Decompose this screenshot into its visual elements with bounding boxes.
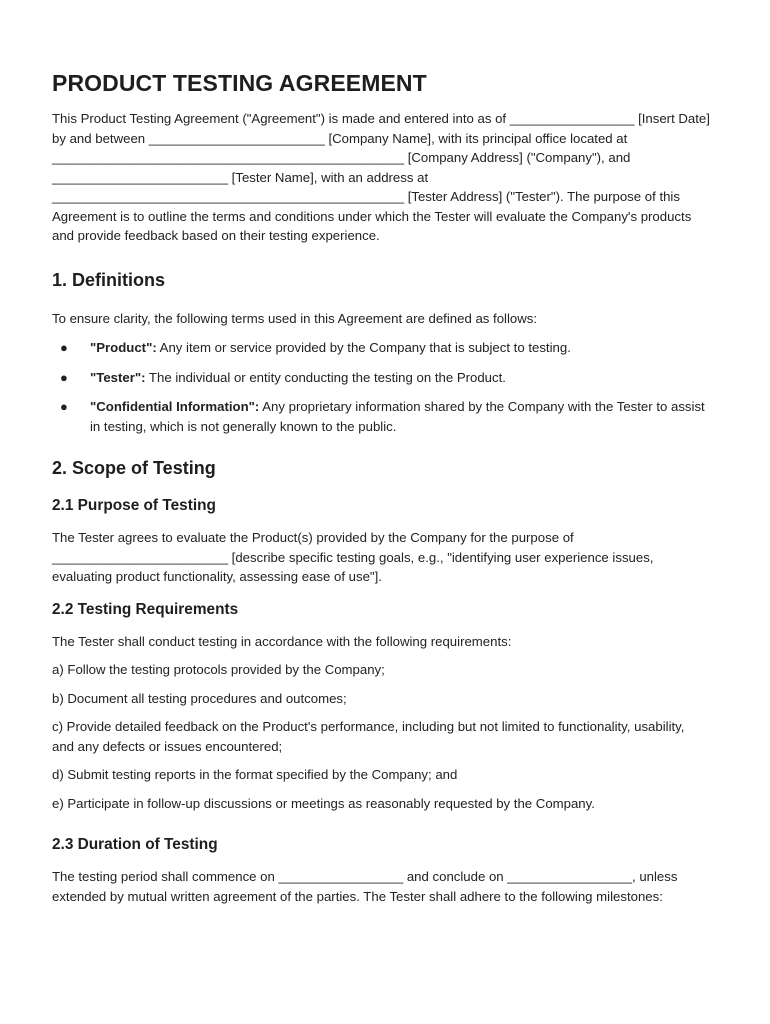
bullet-icon: ● xyxy=(60,340,68,355)
bullet-icon: ● xyxy=(60,369,68,385)
definition-text: Any item or service provided by the Company that is subject to testing. xyxy=(156,340,571,355)
requirement-item: a) Follow the testing protocols provided by the Company; xyxy=(52,662,385,677)
requirements-lead: The Tester shall conduct testing in accordance with the following requirements: xyxy=(52,633,512,649)
bullet-icon: ● xyxy=(60,399,68,414)
requirement-item: b) Document all testing procedures and outcomes; xyxy=(52,690,347,706)
definition-item xyxy=(52,368,710,388)
section-heading-definitions: 1. Definitions xyxy=(52,269,166,290)
subsection-heading-purpose: 2.1 Purpose of Testing xyxy=(52,497,216,514)
section-heading-scope: 2. Scope of Testing xyxy=(52,458,216,478)
requirement-item: d) Submit testing reports in the format specified by the Company; and xyxy=(52,767,458,782)
definitions-lead: To ensure clarity, the following terms used in this Agreement are defined as follows: xyxy=(52,310,538,326)
definition-item xyxy=(52,397,710,436)
subsection-heading-requirements: 2.2 Testing Requirements xyxy=(52,600,239,618)
requirement-item: e) Participate in follow-up discussions or meetings as reasonably requested by the Company. xyxy=(52,795,595,811)
definition-text: Any proprietary information shared by the Company with the Tester to assist in testing, which is not generally known to the public. xyxy=(90,399,705,434)
intro-paragraph: This Product Testing Agreement ("Agreement") is made and entered into as of _________________ [Insert Date] by and between ________________________ [Company Name], with its principal office located at ________________________________________________ [Company Address] ("Company"), and ________________________ [Tester Name], with an address at ________________________________________________ [Tester Address] ("Tester"). The purpose of this Agreement is to outline the terms and conditions under which the Tester will evaluate the Company's products and provide feedback based on their testing experience. xyxy=(52,111,710,243)
definition-text: The individual or entity conducting the testing on the Product. xyxy=(145,369,506,385)
definition-term: "Confidential Information": xyxy=(90,399,260,414)
definition-item xyxy=(52,338,710,358)
requirement-item: c) Provide detailed feedback on the Product's performance, including but not limited to functionality, usability, and any defects or issues encountered; xyxy=(52,719,685,754)
definitions-list xyxy=(52,338,710,436)
definition-term: "Product": xyxy=(90,340,157,355)
duration-paragraph: The testing period shall commence on _________________ and conclude on _________________, unless extended by mutual written agreement of the parties. The Tester shall adhere to the following milestones: xyxy=(52,869,678,904)
document-title: PRODUCT TESTING AGREEMENT xyxy=(52,70,427,96)
purpose-paragraph: The Tester agrees to evaluate the Product(s) provided by the Company for the purpose of ________________________ [describe specific testing goals, e.g., "identifying user experience issues, evaluating product functionality, assessing ease of use"]. xyxy=(52,530,654,584)
definition-term: "Tester": xyxy=(90,369,146,385)
subsection-heading-duration: 2.3 Duration of Testing xyxy=(52,836,218,853)
